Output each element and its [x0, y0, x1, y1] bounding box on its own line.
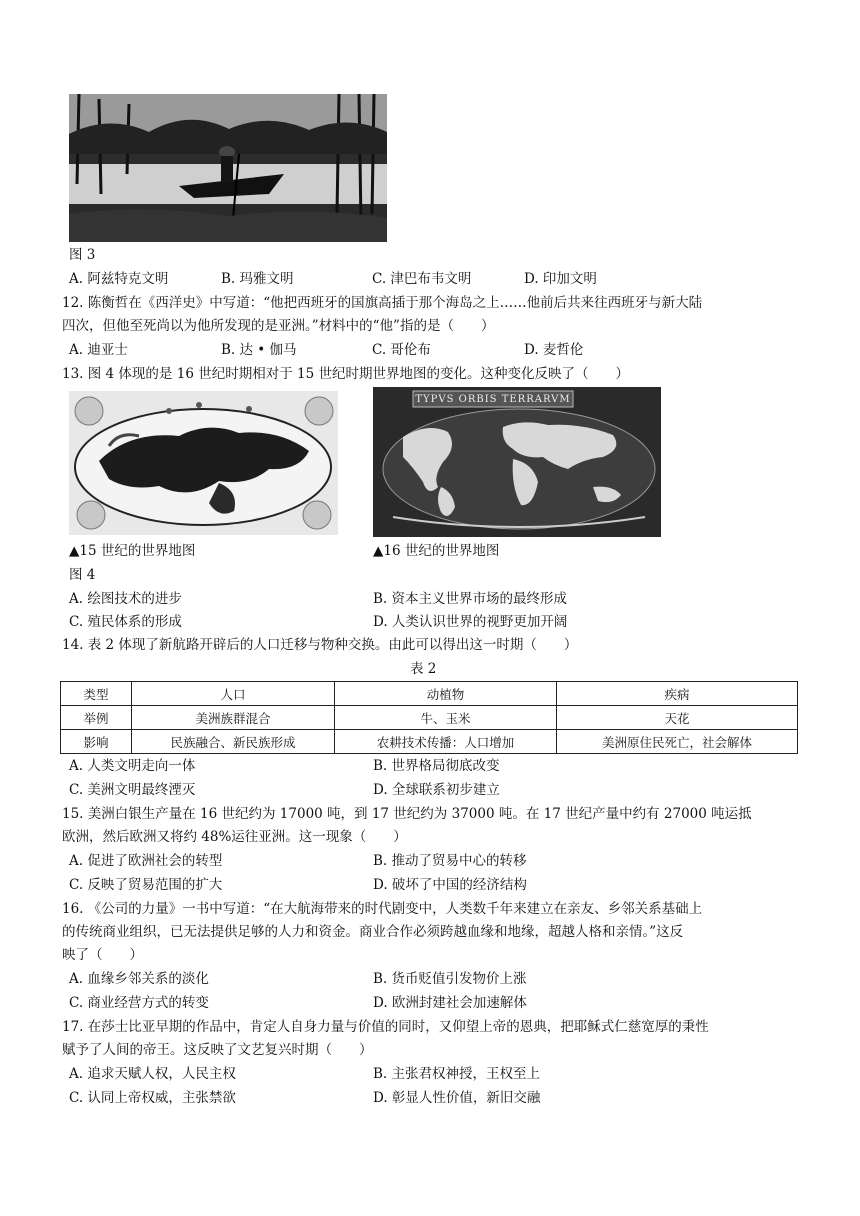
- q15-option-d: D. 破坏了中国的经济结构: [373, 877, 527, 893]
- q17-stem-line1: 17. 在莎士比亚早期的作品中，肯定人自身力量与价值的同时，又仰望上帝的恩典，把耶稣式仁慈宽厚的秉性: [62, 1019, 709, 1035]
- q13-option-b: B. 资本主义世界市场的最终形成: [373, 591, 568, 607]
- q16-option-d: D. 欧洲封建社会加速解体: [373, 995, 527, 1011]
- q11-option-b: B. 玛雅文明: [221, 271, 294, 287]
- table-cell: 农耕技术传播：人口增加: [335, 730, 557, 754]
- q15-option-a: A. 促进了欧洲社会的转型: [69, 853, 223, 869]
- q13-stem: 13. 图 4 体现的是 16 世纪时期相对于 15 世纪时期世界地图的变化。这种变化反映了（ ）: [62, 366, 629, 382]
- fig3-photo: [69, 94, 387, 242]
- table2-title: 表 2: [410, 661, 437, 677]
- table-header-cell: 人口: [132, 682, 335, 706]
- q11-option-d: D. 印加文明: [524, 271, 597, 287]
- table-header-cell: 疾病: [557, 682, 798, 706]
- q12-stem-line2: 四次，但他至死尚以为他所发现的是亚洲。”材料中的“他”指的是（ ）: [62, 318, 495, 334]
- table-cell: 牛、玉米: [335, 706, 557, 730]
- q13-option-a: A. 绘图技术的进步: [69, 591, 182, 607]
- q14-option-d: D. 全球联系初步建立: [373, 782, 500, 798]
- map-15th-century: [69, 391, 338, 535]
- q15-option-b: B. 推动了贸易中心的转移: [373, 853, 527, 869]
- table-header-cell: 类型: [61, 682, 132, 706]
- q14-option-a: A. 人类文明走向一体: [69, 758, 196, 774]
- q12-option-c: C. 哥伦布: [372, 342, 431, 358]
- q16-option-a: A. 血缘乡邻关系的淡化: [69, 971, 209, 987]
- q12-option-a: A. 迪亚士: [69, 342, 128, 358]
- q15-stem-line1: 15. 美洲白银生产量在 16 世纪约为 17000 吨，到 17 世纪约为 37000 吨。在 17 世纪产量中约有 27000 吨运抵: [62, 806, 752, 822]
- table-row: [61, 730, 798, 754]
- map-16th-century: [373, 387, 661, 537]
- q17-option-c: C. 认同上帝权威，主张禁欲: [69, 1090, 236, 1106]
- q16-stem-line3: 映了（ ）: [62, 947, 143, 963]
- q11-option-c: C. 津巴布韦文明: [372, 271, 472, 287]
- table-cell: 举例: [61, 706, 132, 730]
- q13-option-d: D. 人类认识世界的视野更加开阔: [373, 614, 568, 630]
- q12-option-d: D. 麦哲伦: [524, 342, 584, 358]
- q14-option-b: B. 世界格局彻底改变: [373, 758, 500, 774]
- q16-option-b: B. 货币贬值引发物价上涨: [373, 971, 527, 987]
- map2-caption: ▲16 世纪的世界地图: [373, 543, 500, 559]
- map1-caption: ▲15 世纪的世界地图: [69, 543, 196, 559]
- table-cell: 美洲原住民死亡，社会解体: [557, 730, 798, 754]
- q17-stem-line2: 赋予了人间的帝王。这反映了文艺复兴时期（ ）: [62, 1042, 373, 1058]
- q17-option-d: D. 彰显人性价值，新旧交融: [373, 1090, 541, 1106]
- q12-option-b: B. 达 • 伽马: [221, 342, 297, 358]
- q14-option-c: C. 美洲文明最终湮灭: [69, 782, 196, 798]
- table-header-row: [61, 682, 798, 706]
- q15-stem-line2: 欧洲，然后欧洲又将约 48%运往亚洲。这一现象（ ）: [62, 829, 407, 845]
- table-cell: 天花: [557, 706, 798, 730]
- q12-stem-line1: 12. 陈衡哲在《西洋史》中写道：“他把西班牙的国旗高插于那个海岛之上……他前后共来往西班牙与新大陆: [62, 295, 703, 311]
- q14-stem: 14. 表 2 体现了新航路开辟后的人口迁移与物种交换。由此可以得出这一时期（ ）: [62, 637, 578, 653]
- table-2: [60, 681, 798, 754]
- table-cell: 影响: [61, 730, 132, 754]
- q16-stem-line2: 的传统商业组织，已无法提供足够的人力和资金。商业合作必须跨越血缘和地缘，超越人格和亲情。”这反: [62, 924, 684, 940]
- q15-option-c: C. 反映了贸易范围的扩大: [69, 877, 223, 893]
- fig4-caption: 图 4: [69, 567, 96, 583]
- q11-option-a: A. 阿兹特克文明: [69, 271, 169, 287]
- table-cell: 美洲族群混合: [132, 706, 335, 730]
- table-row: [61, 706, 798, 730]
- table-cell: 民族融合、新民族形成: [132, 730, 335, 754]
- q17-option-b: B. 主张君权神授，王权至上: [373, 1066, 541, 1082]
- q16-stem-line1: 16. 《公司的力量》一书中写道：“在大航海带来的时代剧变中，人类数千年来建立在亲友、乡邻关系基础上: [62, 901, 703, 917]
- table-header-cell: 动植物: [335, 682, 557, 706]
- q16-option-c: C. 商业经营方式的转变: [69, 995, 209, 1011]
- q17-option-a: A. 追求天赋人权，人民主权: [69, 1066, 236, 1082]
- map2-banner: TYPVS ORBIS TERRARVM: [415, 394, 571, 405]
- q13-option-c: C. 殖民体系的形成: [69, 614, 182, 630]
- fig3-caption: 图 3: [69, 247, 96, 263]
